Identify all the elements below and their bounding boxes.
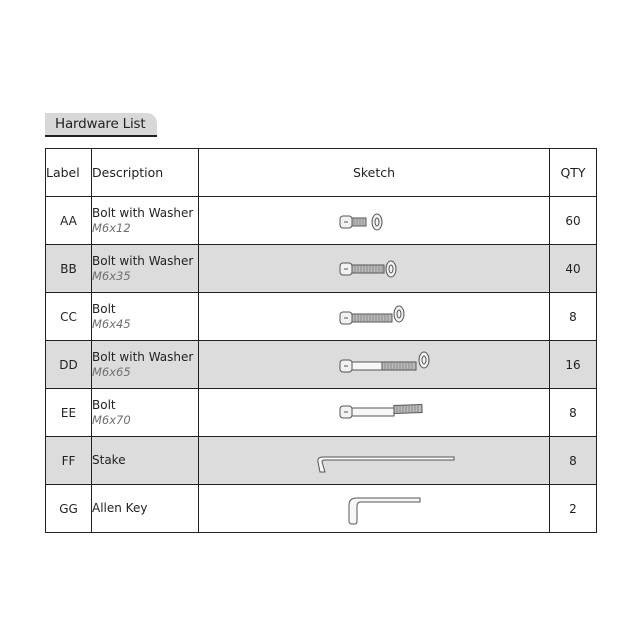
row-qty: 2	[550, 485, 597, 533]
row-qty: 16	[550, 341, 597, 389]
part-size: M6x65	[92, 364, 131, 379]
part-name: Bolt with Washer	[92, 253, 194, 268]
part-name: Bolt with Washer	[92, 349, 194, 364]
row-description	[92, 341, 199, 389]
row-label: AA	[46, 197, 92, 245]
column-header-qty: QTY	[550, 149, 597, 197]
row-sketch	[199, 341, 550, 389]
part-size: M6x45	[92, 316, 131, 331]
table-row	[46, 293, 597, 341]
row-sketch	[199, 197, 550, 245]
row-label: FF	[46, 437, 92, 485]
table-row	[46, 437, 597, 485]
table-header-row	[46, 149, 597, 197]
row-label: CC	[46, 293, 92, 341]
bolt-m6x65-sketch-icon	[199, 341, 549, 388]
row-sketch	[199, 485, 550, 533]
hardware-list-title: Hardware List	[55, 116, 146, 132]
bolt-m6x70-sketch-icon	[199, 389, 549, 436]
allen-key-sketch-icon	[199, 485, 549, 532]
column-header-sketch: Sketch	[199, 149, 550, 197]
table-row	[46, 197, 597, 245]
hardware-list-tab	[45, 113, 157, 137]
row-label: DD	[46, 341, 92, 389]
row-sketch	[199, 245, 550, 293]
row-label: GG	[46, 485, 92, 533]
part-name: Allen Key	[92, 501, 148, 515]
part-size: M6x12	[92, 220, 131, 235]
table-row	[46, 341, 597, 389]
row-description	[92, 389, 199, 437]
part-name: Stake	[92, 453, 126, 467]
row-label: BB	[46, 245, 92, 293]
row-qty: 60	[550, 197, 597, 245]
row-description	[92, 485, 199, 533]
bolt-m6x45-sketch-icon	[199, 293, 549, 340]
stake-sketch-icon	[199, 437, 549, 484]
bolt-m6x12-sketch-icon	[199, 197, 549, 244]
part-size: M6x35	[92, 268, 131, 283]
row-qty: 40	[550, 245, 597, 293]
column-header-label: Label	[46, 149, 92, 197]
row-description	[92, 293, 199, 341]
part-size: M6x70	[92, 412, 131, 427]
row-label: EE	[46, 389, 92, 437]
table-row	[46, 485, 597, 533]
row-description	[92, 245, 199, 293]
part-name: Bolt with Washer	[92, 205, 194, 220]
row-qty: 8	[550, 293, 597, 341]
row-qty: 8	[550, 389, 597, 437]
row-qty: 8	[550, 437, 597, 485]
row-sketch	[199, 389, 550, 437]
row-description	[92, 197, 199, 245]
bolt-m6x35-sketch-icon	[199, 245, 549, 292]
table-row	[46, 245, 597, 293]
row-sketch	[199, 293, 550, 341]
table-row	[46, 389, 597, 437]
column-header-description: Description	[92, 149, 199, 197]
part-name: Bolt	[92, 397, 116, 412]
part-name: Bolt	[92, 301, 116, 316]
row-description	[92, 437, 199, 485]
hardware-table	[45, 148, 597, 533]
row-sketch	[199, 437, 550, 485]
